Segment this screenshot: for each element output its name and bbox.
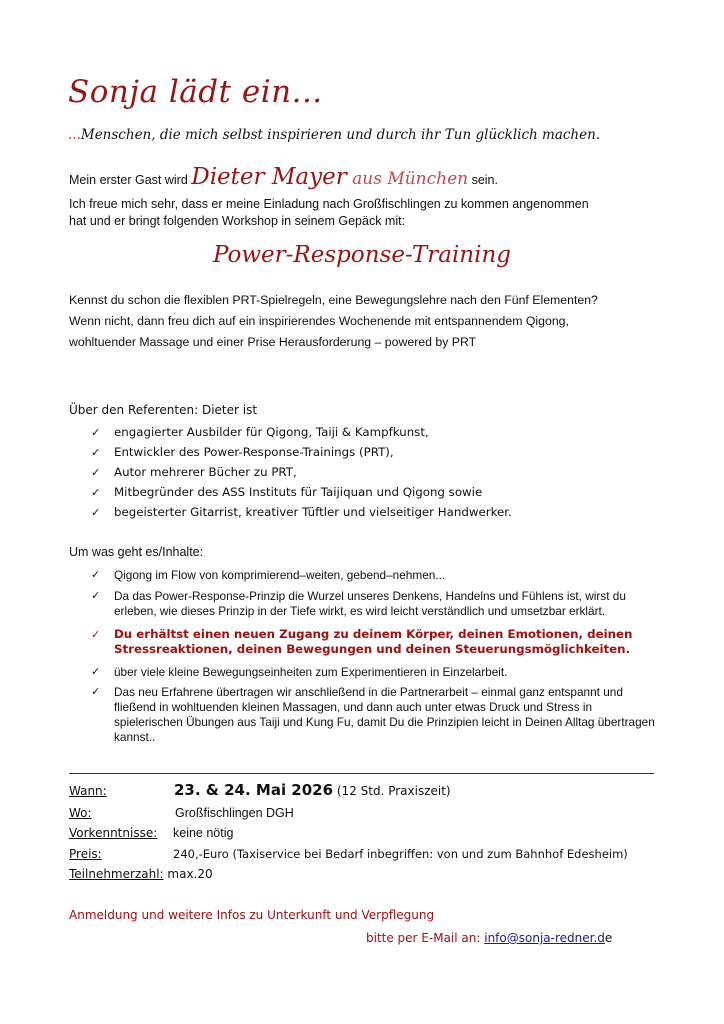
tagline (68, 127, 600, 143)
tagline-ellipsis: ... (68, 127, 81, 143)
referent-list (91, 425, 512, 525)
check-icon: ✓ (91, 628, 101, 641)
email-prefix: bitte per E-Mail an: (366, 931, 485, 945)
guest-suffix: sein. (468, 173, 498, 187)
where-label: Wo: (69, 806, 92, 820)
where-row (69, 806, 294, 820)
guest-prefix: Mein erster Gast wird (69, 173, 192, 187)
event-duration: (12 Std. Praxiszeit) (333, 784, 451, 798)
guest-city: aus München (346, 169, 469, 189)
prereq-row (69, 826, 234, 840)
check-icon: ✓ (91, 686, 101, 698)
when-value (174, 781, 451, 799)
list-item-text: Du erhältst einen neuen Zugang zu deinem Körper, deinen Emotionen, deinen Stressreaktionen, deinen Bewegungen und deinen Steuerungsmöglichkeiten. (114, 627, 633, 656)
list-item (91, 685, 661, 745)
divider (69, 773, 654, 774)
participants-label: Teilnehmerzahl: (69, 867, 164, 881)
list-item (91, 425, 512, 440)
invitation-line-1: Ich freue mich sehr, dass er meine Einladung nach Großfischlingen zu kommen angenommen (69, 197, 589, 211)
list-item (91, 485, 512, 500)
list-item-text: Da das Power-Response-Prinzip die Wurzel unseres Denkens, Handelns und Fühlens ist, wirst du erleben, wie dieses Prinzip in der Tiefe wirkt, es wird leicht verständlich und umsetzbar erklärt. (114, 589, 626, 618)
invitation-text (69, 196, 589, 230)
email-tail: e (604, 931, 613, 945)
check-icon: ✓ (91, 486, 101, 499)
list-item (91, 465, 512, 480)
intro-text (69, 290, 598, 353)
workshop-title: Power-Response-Training (212, 242, 512, 268)
list-item-text: Mitbegründer des ASS Instituts für Taijiquan und Qigong sowie (114, 485, 483, 499)
intro-line-2: Wenn nicht, dann freu dich auf ein inspirierendes Wochenende mit entspannendem Qigong, (69, 314, 569, 328)
prereq-label: Vorkenntnisse: (69, 826, 158, 840)
email-link[interactable]: info@sonja-redner.d (484, 931, 605, 945)
list-item (91, 589, 661, 619)
check-icon: ✓ (91, 666, 101, 678)
list-item-text: engagierter Ausbilder für Qigong, Taiji & Kampfkunst, (114, 425, 429, 439)
where-value: Großfischlingen DGH (175, 806, 294, 820)
page-title: Sonja lädt ein... (68, 74, 323, 110)
contents-list (91, 568, 661, 751)
list-item-text: Qigong im Flow von komprimierend–weiten, gebend–nehmen... (114, 568, 446, 582)
list-item-text: Entwickler des Power-Response-Trainings (PRT), (114, 445, 394, 459)
when-label: Wann: (69, 784, 107, 798)
check-icon: ✓ (91, 446, 101, 459)
referent-label: Über den Referenten: Dieter ist (69, 403, 258, 417)
price-label: Preis: (69, 847, 102, 861)
event-date: 23. & 24. Mai 2026 (174, 781, 334, 799)
list-item-text: Autor mehrerer Bücher zu PRT, (114, 465, 297, 479)
registration-email-line (366, 931, 612, 945)
guest-name: Dieter Mayer (191, 164, 347, 190)
intro-line-3: wohltuender Massage und einer Prise Herausforderung – powered by PRT (69, 335, 477, 349)
invitation-line-2: hat und er bringt folgenden Workshop in seinem Gepäck mit: (69, 214, 406, 228)
list-item-text: über viele kleine Bewegungseinheiten zum Experimentieren in Einzelarbeit. (114, 665, 508, 679)
price-row (69, 847, 628, 861)
prereq-value: keine nötig (173, 826, 234, 840)
when-row (69, 781, 451, 799)
check-icon: ✓ (91, 426, 101, 439)
list-item (91, 445, 512, 460)
tagline-text: Menschen, die mich selbst inspirieren und durch ihr Tun glücklich machen. (80, 127, 601, 143)
list-item (91, 665, 661, 680)
contents-label: Um was geht es/Inhalte: (69, 545, 204, 559)
registration-text: Anmeldung und weitere Infos zu Unterkunft und Verpflegung (69, 908, 435, 922)
list-item-text: Das neu Erfahrene übertragen wir anschließend in die Partnerarbeit – einmal ganz entspannt und fließend in wohltuenden kleinen Massagen, und dann auch unter etwas Druck und Stress in spielerischen Übungen aus Taiji und Kung Fu, damit Du die Prinzipien leicht in Deinen Alltag übertragen kannst.. (114, 685, 655, 744)
list-item (91, 505, 512, 520)
list-item (91, 568, 661, 583)
price-value: 240,-Euro (Taxiservice bei Bedarf inbegriffen: von und zum Bahnhof Edesheim) (173, 847, 628, 861)
guest-intro (69, 164, 498, 190)
check-icon: ✓ (91, 506, 101, 519)
check-icon: ✓ (91, 590, 101, 602)
intro-line-1: Kennst du schon die flexiblen PRT-Spielregeln, eine Bewegungslehre nach den Fünf Elementen? (69, 293, 598, 307)
participants-value: max.20 (167, 867, 213, 881)
list-item-highlight (91, 627, 661, 657)
check-icon: ✓ (91, 569, 101, 581)
list-item-text: begeisterter Gitarrist, kreativer Tüftler und vielseitiger Handwerker. (114, 505, 512, 519)
participants-row (69, 867, 213, 881)
check-icon: ✓ (91, 466, 101, 479)
